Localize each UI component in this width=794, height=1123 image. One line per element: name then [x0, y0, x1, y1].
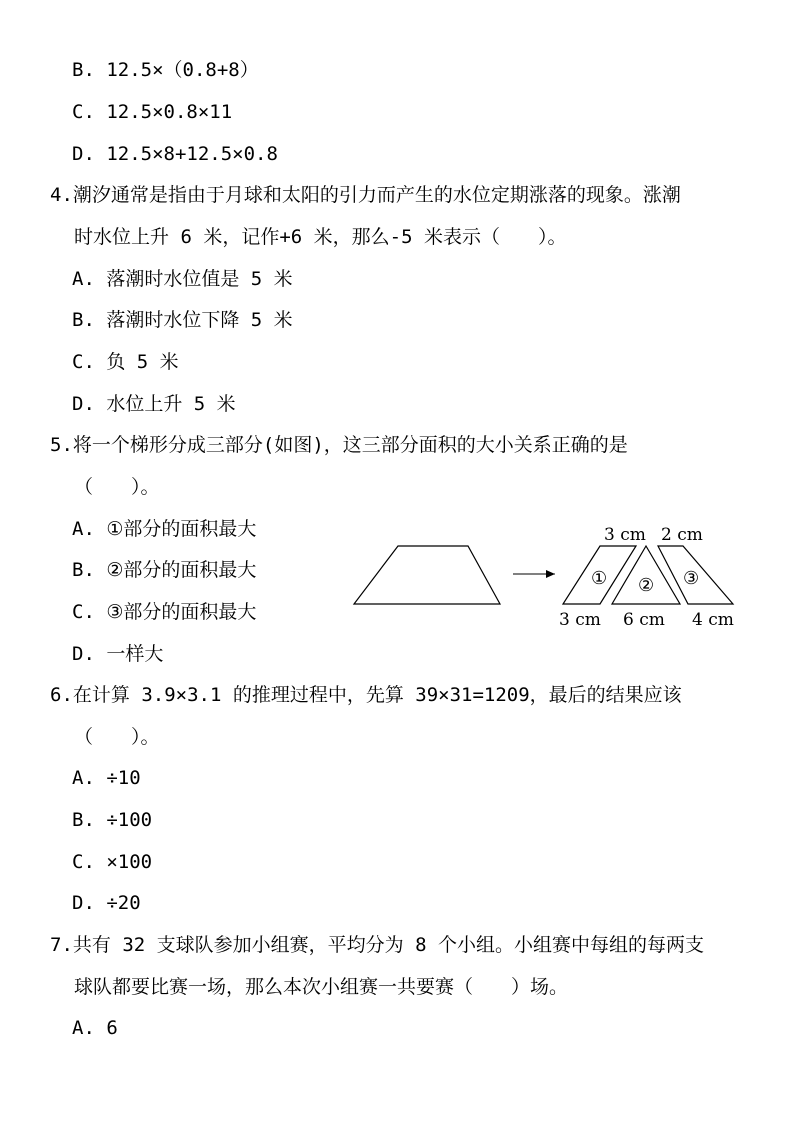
bottom-label-middle: 6 cm	[623, 610, 665, 630]
part-2-label: ②	[638, 575, 655, 596]
question-4-text-line-1: 4.潮汐通常是指由于月球和太阳的引力而产生的水位定期涨落的现象。涨潮	[50, 184, 681, 206]
question-5-option-d: D. 一样大	[72, 643, 164, 665]
question-7-text-line-2: 球队都要比赛一场，那么本次小组赛一共要赛（ ）场。	[74, 976, 569, 998]
question-5-option-a: A. ①部分的面积最大	[72, 518, 257, 540]
trapezoid-shape	[354, 546, 500, 604]
question-4-text-line-2: 时水位上升 6 米，记作+6 米，那么-5 米表示（ ）。	[74, 226, 567, 248]
question-6-option-a: A. ÷10	[72, 767, 141, 789]
question-6-text-line-1: 6.在计算 3.9×3.1 的推理过程中，先算 39×31=1209，最后的结果应该	[50, 684, 682, 706]
question-5-option-c: C. ③部分的面积最大	[72, 601, 257, 623]
question-6-option-d: D. ÷20	[72, 892, 141, 914]
trapezoid-figure	[350, 520, 750, 635]
question-6-option-c: C. ×100	[72, 851, 153, 873]
question-4-option-a: A. 落潮时水位值是 5 米	[72, 268, 293, 290]
question-5-text-line-1: 5.将一个梯形分成三部分(如图)，这三部分面积的大小关系正确的是	[50, 434, 628, 456]
question-7-option-a: A. 6	[72, 1017, 118, 1039]
part-1-label: ①	[591, 568, 608, 589]
question-4-option-d: D. 水位上升 5 米	[72, 393, 236, 415]
question-6-option-b: B. ÷100	[72, 809, 153, 831]
part-3-label: ③	[683, 568, 700, 589]
arrow-head	[546, 570, 555, 578]
question-5-option-b: B. ②部分的面积最大	[72, 559, 257, 581]
question-4-option-b: B. 落潮时水位下降 5 米	[72, 309, 293, 331]
option-c: C. 12.5×0.8×11	[72, 101, 233, 123]
top-label-left: 3 cm	[604, 525, 646, 545]
question-6-text-line-2: （ ）。	[74, 726, 160, 748]
option-d: D. 12.5×8+12.5×0.8	[72, 143, 278, 165]
question-5-text-line-2: （ ）。	[74, 476, 160, 498]
question-7-text-line-1: 7.共有 32 支球队参加小组赛，平均分为 8 个小组。小组赛中每组的每两支	[50, 934, 704, 956]
option-b: B. 12.5×（0.8+8）	[72, 59, 259, 81]
question-4-option-c: C. 负 5 米	[72, 351, 179, 373]
bottom-label-left: 3 cm	[559, 610, 601, 630]
bottom-label-right: 4 cm	[692, 610, 734, 630]
top-label-right: 2 cm	[661, 525, 703, 545]
